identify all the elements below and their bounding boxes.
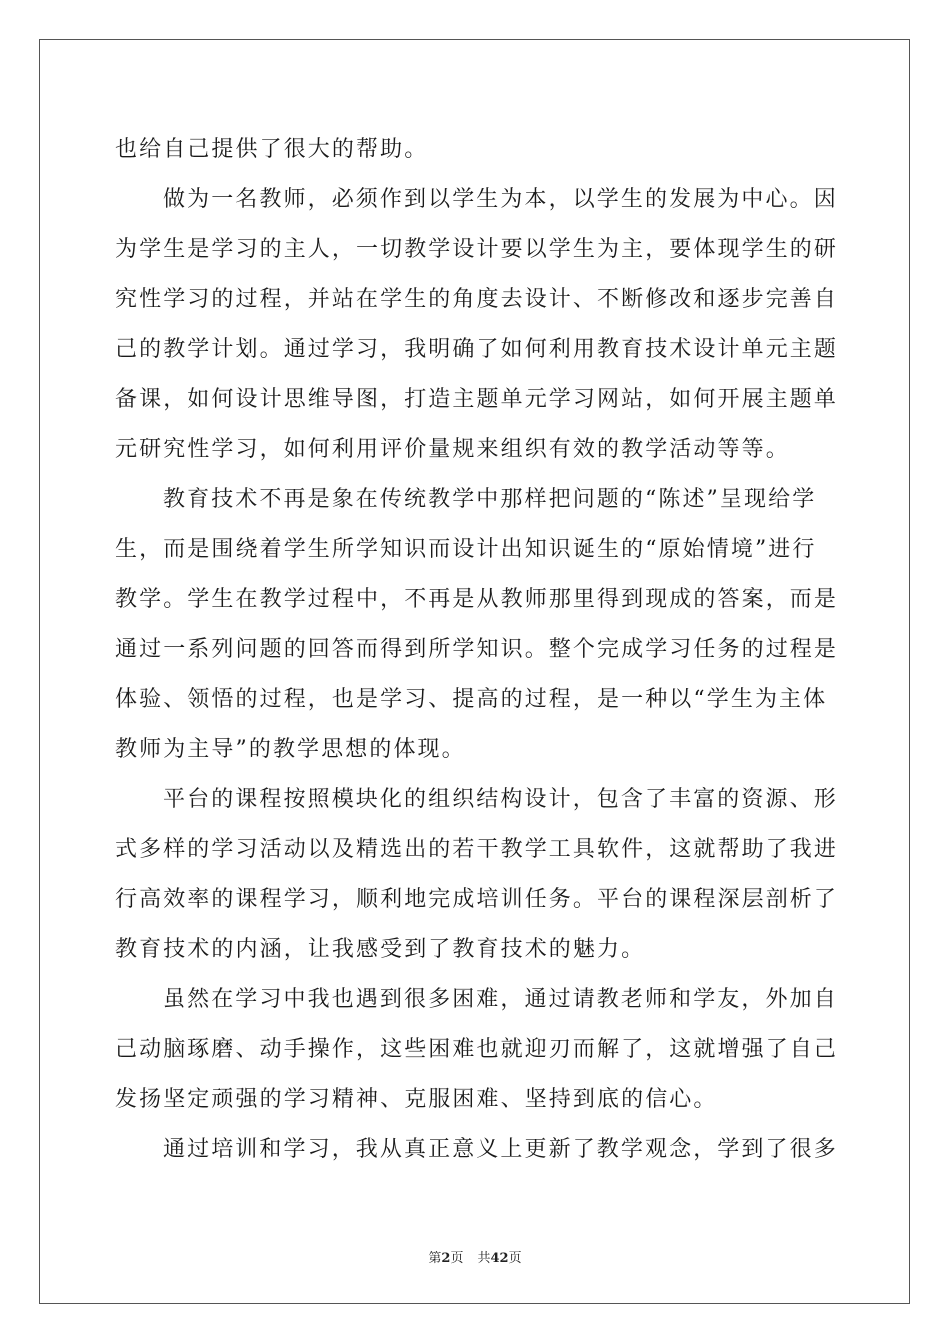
document-body: [115, 125, 839, 1175]
text-line: 通过一系列问题的回答而得到所学知识。整个完成学习任务的过程是: [115, 637, 839, 662]
text-line: 式多样的学习活动以及精选出的若干教学工具软件，这就帮助了我进: [115, 837, 839, 862]
text-line: 发扬坚定顽强的学习精神、克服困难、坚持到底的信心。: [115, 1087, 718, 1112]
text-line: 也给自己提供了很大的帮助。: [115, 137, 429, 162]
total-pages: 42: [490, 1251, 509, 1266]
text-line: 己动脑琢磨、动手操作，这些困难也就迎刃而解了，这就增强了自己: [115, 1037, 839, 1062]
text-line: 为学生是学习的主人，一切教学设计要以学生为主，要体现学生的研: [115, 237, 839, 262]
page-number: 2: [441, 1251, 451, 1266]
text-line: 教育技术不再是象在传统教学中那样把问题的“陈述”呈现给学: [163, 487, 817, 512]
text-line: 通过培训和学习，我从真正意义上更新了教学观念，学到了很多: [163, 1137, 838, 1162]
total-suffix: 页: [508, 1251, 522, 1266]
text-line: 究性学习的过程，并站在学生的角度去设计、不断修改和逐步完善自: [115, 287, 839, 312]
text-line: 生，而是围绕着学生所学知识而设计出知识诞生的“原始情境”进行: [115, 537, 817, 562]
page-suffix: 页: [450, 1251, 464, 1266]
text-line: 教师为主导”的教学思想的体现。: [115, 737, 466, 762]
text-line: 教育技术的内涵，让我感受到了教育技术的魅力。: [115, 937, 646, 962]
text-line: 备课，如何设计思维导图，打造主题单元学习网站，如何开展主题单: [115, 387, 839, 412]
text-line: 教学。学生在教学过程中，不再是从教师那里得到现成的答案，而是: [115, 587, 839, 612]
text-line: 行高效率的课程学习，顺利地完成培训任务。平台的课程深层剖析了: [115, 887, 839, 912]
text-line: 平台的课程按照模块化的组织结构设计，包含了丰富的资源、形: [163, 787, 838, 812]
text-line: 己的教学计划。通过学习，我明确了如何利用教育技术设计单元主题: [115, 337, 839, 362]
page-footer: [0, 1247, 950, 1266]
total-prefix: 共: [477, 1251, 491, 1266]
text-line: 体验、领悟的过程，也是学习、提高的过程，是一种以“学生为主体: [115, 687, 828, 712]
text-line: 虽然在学习中我也遇到很多困难，通过请教老师和学友，外加自: [163, 987, 838, 1012]
text-line: 元研究性学习，如何利用评价量规来组织有效的教学活动等等。: [115, 437, 790, 462]
page-prefix: 第: [428, 1251, 442, 1266]
text-line: 做为一名教师，必须作到以学生为本，以学生的发展为中心。因: [163, 187, 838, 212]
